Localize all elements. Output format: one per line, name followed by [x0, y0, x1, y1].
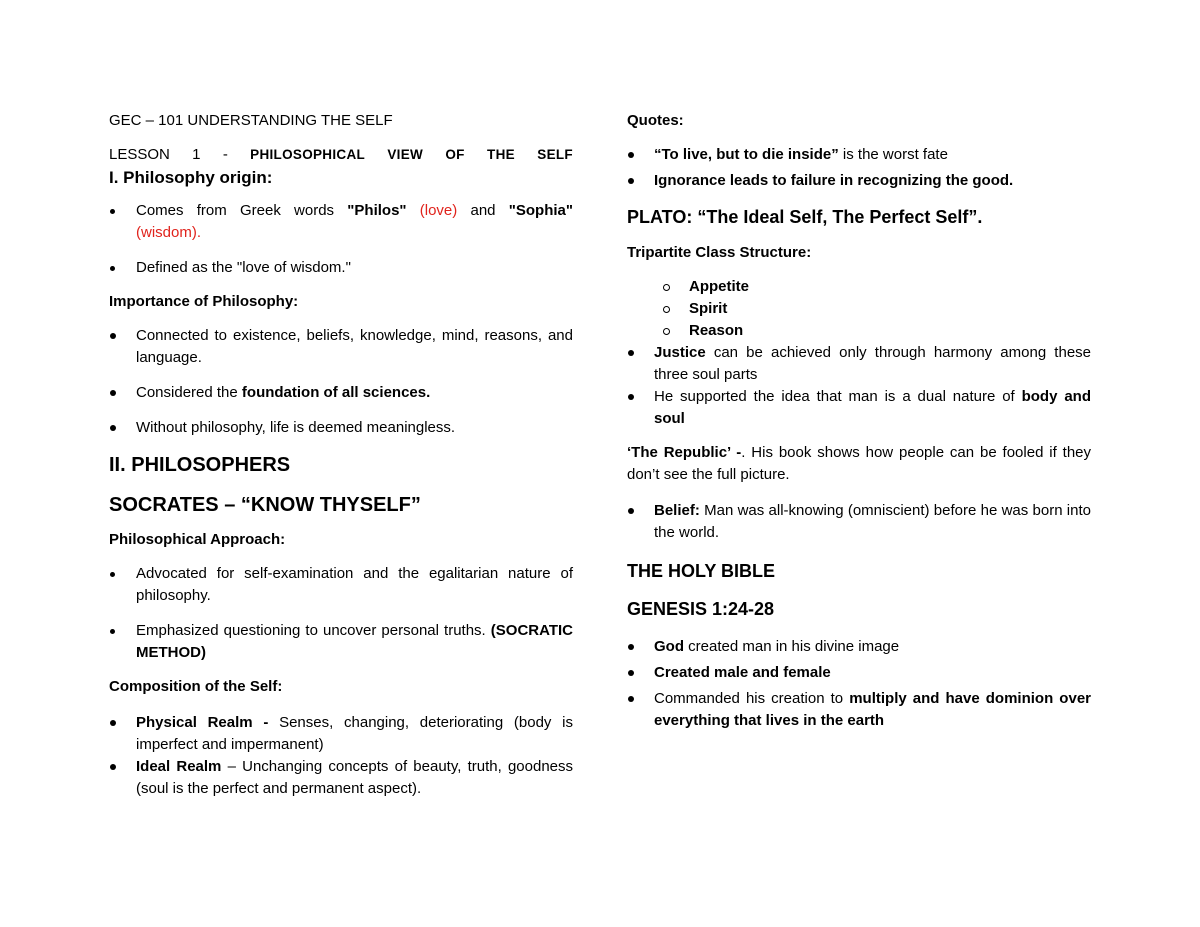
plato-heading: PLATO: “The Ideal Self, The Perfect Self”. — [627, 207, 983, 227]
belief-label: Belief: — [654, 502, 700, 519]
approach-list — [109, 563, 573, 664]
philos-term: "Philos" — [347, 202, 407, 219]
philosophy-origin-list — [109, 200, 573, 279]
list-item — [627, 662, 1091, 684]
quotes-list — [627, 144, 1091, 192]
philosophy-origin-heading: I. Philosophy origin: — [109, 168, 273, 187]
lesson-word: SELF — [537, 147, 573, 162]
socrates-heading: SOCRATES – “KNOW THYSELF” — [109, 494, 421, 516]
republic-paragraph — [627, 442, 1091, 486]
approach-text: Emphasized questioning to uncover personal truths. — [136, 622, 491, 639]
commanded-bold: multiply and have dominion over everything that lives in the earth — [654, 690, 1091, 729]
list-item — [627, 636, 1091, 658]
ideal-realm-text: – Unchanging concepts of beauty, truth, goodness (soul is the perfect and permanent aspect). — [136, 758, 574, 797]
ideal-realm-label: Ideal Realm — [136, 758, 222, 775]
list-item — [109, 712, 573, 756]
tripartite-heading: Tripartite Class Structure: — [627, 244, 812, 261]
lesson-word: VIEW — [387, 147, 424, 162]
created-text: Created male and female — [654, 664, 831, 681]
lesson-number: 1 — [192, 146, 201, 163]
love-term: (love) — [406, 202, 471, 219]
republic-title: ‘The Republic’ - — [627, 444, 742, 461]
lesson-prefix: LESSON — [109, 146, 170, 163]
list-item — [627, 298, 1091, 320]
justice-label: Justice — [654, 344, 706, 361]
origin-text: Comes from Greek words — [136, 202, 348, 219]
dual-bold: body and soul — [654, 388, 1091, 427]
tripartite-list — [627, 276, 1091, 430]
composition-heading: Composition of the Self: — [109, 678, 283, 695]
wisdom-term: (wisdom). — [136, 224, 202, 241]
belief-list — [627, 500, 1091, 544]
part-label: Spirit — [689, 300, 728, 317]
list-item — [627, 500, 1091, 544]
quote-bold: “To live, but to die inside” — [654, 146, 839, 163]
importance-text: Considered the — [136, 384, 242, 401]
list-item — [627, 144, 1091, 166]
list-item: Defined as the "love of wisdom." — [109, 257, 573, 279]
sophia-term: "Sophia" — [508, 202, 573, 219]
quote-bold: Ignorance leads to failure in recognizing the good. — [654, 172, 1014, 189]
approach-bold: (SOCRATIC METHOD) — [136, 622, 573, 661]
list-item — [627, 688, 1091, 732]
list-item: Without philosophy, life is deemed meaningless. — [109, 417, 573, 439]
list-item — [109, 620, 573, 664]
right-column — [627, 110, 1091, 732]
approach-heading: Philosophical Approach: — [109, 531, 286, 548]
left-column — [109, 110, 573, 800]
quotes-heading: Quotes: — [627, 112, 684, 129]
and-text: and — [470, 202, 509, 219]
quote-text: is the worst fate — [838, 146, 948, 163]
list-item — [627, 276, 1091, 298]
republic-text: . His book shows how people can be fooled if they don’t see the full picture. — [627, 444, 1091, 483]
list-item — [627, 342, 1091, 386]
list-item — [109, 200, 573, 244]
list-item — [109, 756, 573, 800]
list-item — [627, 320, 1091, 342]
part-label: Reason — [689, 322, 744, 339]
genesis-list — [627, 636, 1091, 732]
composition-list — [109, 712, 573, 800]
list-item: Advocated for self-examination and the egalitarian nature of philosophy. — [109, 563, 573, 607]
commanded-text: Commanded his creation to — [654, 690, 850, 707]
list-item — [627, 170, 1091, 192]
importance-list — [109, 325, 573, 439]
importance-heading: Importance of Philosophy: — [109, 293, 299, 310]
lesson-dash: - — [222, 146, 228, 163]
bible-heading: THE HOLY BIBLE — [627, 561, 776, 581]
lesson-title — [109, 144, 573, 166]
lesson-word: THE — [487, 147, 515, 162]
god-text: created man in his divine image — [684, 638, 900, 655]
part-label: Appetite — [689, 278, 749, 295]
justice-text: can be achieved only through harmony among these three soul parts — [654, 344, 1091, 383]
lesson-word: PHILOSOPHICAL — [250, 147, 366, 162]
list-item — [109, 382, 573, 404]
course-title: GEC – 101 UNDERSTANDING THE SELF — [109, 112, 393, 129]
list-item: Connected to existence, beliefs, knowledge, mind, reasons, and language. — [109, 325, 573, 369]
importance-bold: foundation of all sciences. — [241, 384, 431, 401]
list-item — [627, 386, 1091, 430]
genesis-heading: GENESIS 1:24-28 — [627, 599, 775, 619]
dual-text: He supported the idea that man is a dual nature of — [654, 388, 1022, 405]
god-label: God — [654, 638, 684, 655]
philosophers-heading: II. PHILOSOPHERS — [109, 454, 291, 476]
physical-realm-text: Senses, changing, deteriorating (body is imperfect and impermanent) — [136, 714, 573, 753]
belief-text: Man was all-knowing (omniscient) before he was born into the world. — [654, 502, 1091, 541]
lesson-word: OF — [445, 147, 465, 162]
physical-realm-label: Physical Realm - — [136, 714, 280, 731]
